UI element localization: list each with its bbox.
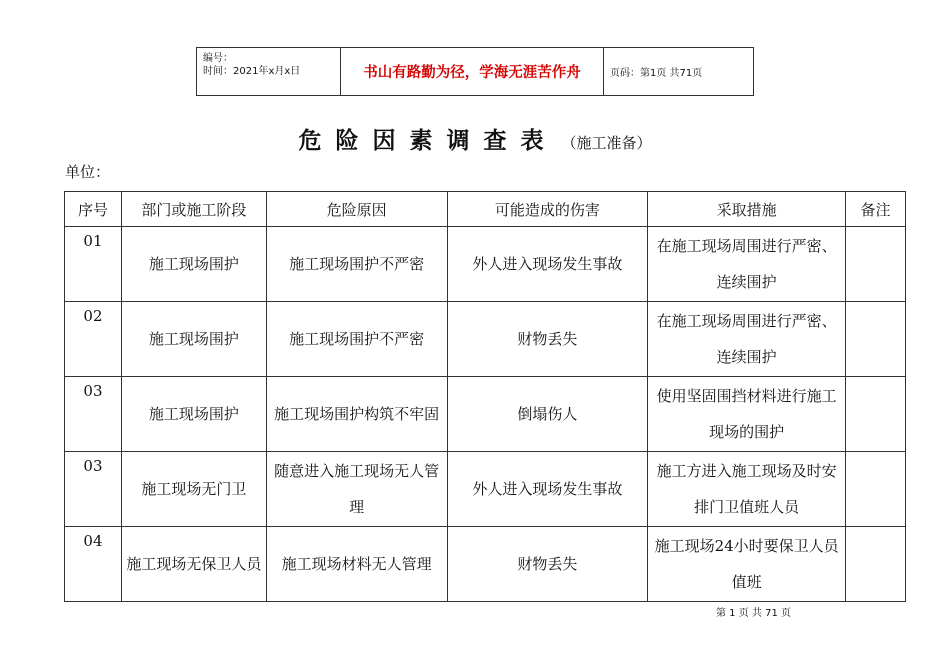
col-header-stage: 部门或施工阶段 bbox=[121, 192, 266, 227]
time-label: 时间：2021年x月x日 bbox=[203, 66, 301, 77]
motto: 书山有路勤为径，学海无涯苦作舟 bbox=[341, 48, 604, 95]
cell-stage: 施工现场围护 bbox=[121, 377, 266, 452]
page-title bbox=[0, 122, 950, 155]
header-meta bbox=[197, 48, 341, 95]
title-main: 危险因素调查表 bbox=[298, 127, 558, 154]
cell-cause: 随意进入施工现场无人管理 bbox=[266, 452, 447, 527]
cell-harm: 财物丢失 bbox=[447, 302, 648, 377]
cell-seq: 03 bbox=[65, 452, 122, 527]
cell-stage: 施工现场无门卫 bbox=[121, 452, 266, 527]
cell-cause: 施工现场材料无人管理 bbox=[266, 527, 447, 602]
cell-harm: 外人进入现场发生事故 bbox=[447, 452, 648, 527]
cell-seq: 02 bbox=[65, 302, 122, 377]
col-header-measure: 采取措施 bbox=[648, 192, 846, 227]
cell-stage: 施工现场围护 bbox=[121, 227, 266, 302]
page-footer: 第 1 页 共 71 页 bbox=[716, 608, 791, 619]
cell-harm: 财物丢失 bbox=[447, 527, 648, 602]
cell-harm: 倒塌伤人 bbox=[447, 377, 648, 452]
hazard-table bbox=[64, 191, 906, 602]
cell-stage: 施工现场围护 bbox=[121, 302, 266, 377]
table-header-row bbox=[65, 192, 906, 227]
title-sub: （施工准备） bbox=[561, 134, 652, 152]
cell-cause: 施工现场围护不严密 bbox=[266, 302, 447, 377]
cell-cause: 施工现场围护不严密 bbox=[266, 227, 447, 302]
cell-measure: 在施工现场周围进行严密、连续围护 bbox=[648, 227, 846, 302]
header-box bbox=[196, 47, 754, 96]
cell-harm: 外人进入现场发生事故 bbox=[447, 227, 648, 302]
table-row bbox=[65, 227, 906, 302]
table-row bbox=[65, 452, 906, 527]
cell-stage: 施工现场无保卫人员 bbox=[121, 527, 266, 602]
cell-note bbox=[846, 452, 906, 527]
cell-measure: 在施工现场周围进行严密、连续围护 bbox=[648, 302, 846, 377]
cell-cause: 施工现场围护构筑不牢固 bbox=[266, 377, 447, 452]
cell-seq: 03 bbox=[65, 377, 122, 452]
cell-seq: 01 bbox=[65, 227, 122, 302]
table-row bbox=[65, 302, 906, 377]
cell-note bbox=[846, 377, 906, 452]
col-header-harm: 可能造成的伤害 bbox=[447, 192, 648, 227]
table-row bbox=[65, 527, 906, 602]
table-row bbox=[65, 377, 906, 452]
cell-measure: 施工方进入施工现场及时安排门卫值班人员 bbox=[648, 452, 846, 527]
cell-seq: 04 bbox=[65, 527, 122, 602]
cell-measure: 使用坚固围挡材料进行施工现场的围护 bbox=[648, 377, 846, 452]
cell-note bbox=[846, 527, 906, 602]
col-header-cause: 危险原因 bbox=[266, 192, 447, 227]
cell-measure: 施工现场24小时要保卫人员值班 bbox=[648, 527, 846, 602]
code-label: 编号： bbox=[203, 53, 233, 64]
cell-note bbox=[846, 227, 906, 302]
cell-note bbox=[846, 302, 906, 377]
col-header-seq: 序号 bbox=[65, 192, 122, 227]
unit-label: 单位： bbox=[65, 163, 111, 181]
page-info: 页码：第1页 共71页 bbox=[610, 68, 703, 79]
col-header-note: 备注 bbox=[846, 192, 906, 227]
